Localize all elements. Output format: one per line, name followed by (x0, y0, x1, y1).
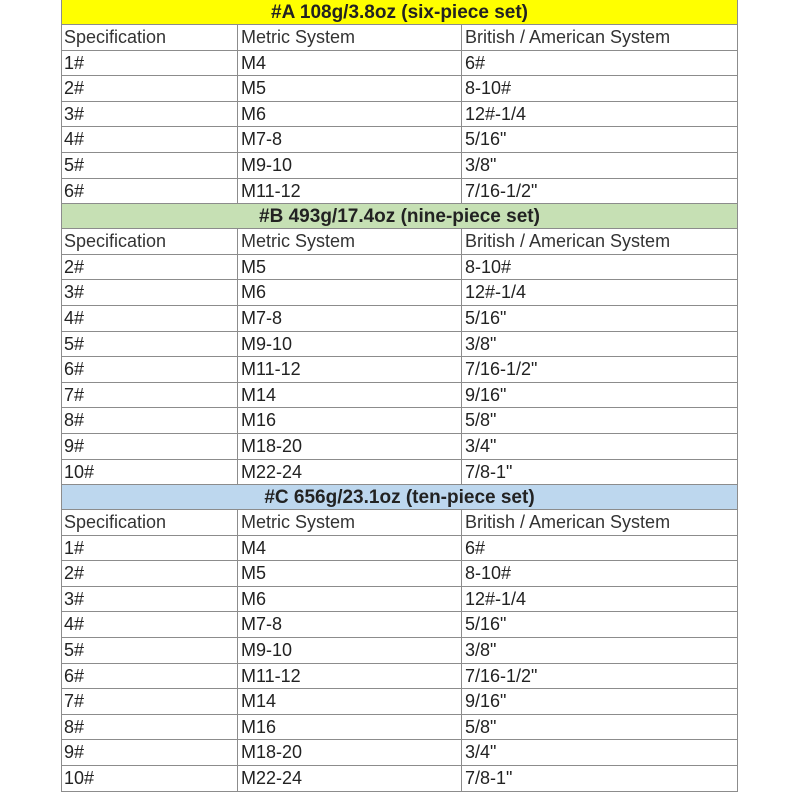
section-header: #A 108g/3.8oz (six-piece set) (62, 0, 737, 25)
spec-cell: 7# (62, 689, 238, 714)
spec-cell: 6# (62, 179, 238, 204)
metric-cell: M4 (238, 51, 462, 76)
table-row (62, 306, 737, 332)
section-header: #C 656g/23.1oz (ten-piece set) (62, 485, 737, 510)
table-row (62, 460, 737, 486)
table-row (62, 434, 737, 460)
table-row (62, 740, 737, 766)
table-row (62, 536, 737, 562)
metric-cell: M6 (238, 587, 462, 612)
metric-cell: M22-24 (238, 460, 462, 485)
spec-cell: 6# (62, 357, 238, 382)
size-spec-table (61, 0, 738, 792)
imperial-cell: 7/8-1" (465, 768, 513, 789)
metric-cell: M9-10 (238, 332, 462, 357)
metric-cell: M5 (238, 561, 462, 586)
spec-cell: 2# (62, 76, 238, 101)
column-header-row (62, 229, 737, 255)
column-header: Metric System (238, 229, 462, 254)
spec-cell: 10# (62, 460, 238, 485)
imperial-cell: 9/16" (465, 691, 507, 712)
spec-cell: 1# (62, 536, 238, 561)
metric-cell: M4 (238, 536, 462, 561)
spec-cell: 3# (62, 102, 238, 127)
table-row (62, 612, 737, 638)
table-row (62, 715, 737, 741)
table-row (62, 127, 737, 153)
column-header: British / American System (465, 231, 671, 252)
metric-cell: M6 (238, 280, 462, 305)
metric-cell: M9-10 (238, 638, 462, 663)
imperial-cell: 12#-1/4 (465, 588, 527, 609)
spec-cell: 9# (62, 740, 238, 765)
spec-cell: 2# (62, 561, 238, 586)
imperial-cell: 3/4" (465, 435, 497, 456)
imperial-cell: 8-10# (465, 256, 512, 277)
spec-cell: 8# (62, 408, 238, 433)
imperial-cell: 5/16" (465, 129, 507, 150)
table-row (62, 587, 737, 613)
imperial-cell: 7/16-1/2" (465, 180, 538, 201)
spec-cell: 4# (62, 306, 238, 331)
imperial-cell: 3/8" (465, 154, 497, 175)
metric-cell: M7-8 (238, 306, 462, 331)
imperial-cell: 5/16" (465, 307, 507, 328)
column-header-row (62, 510, 737, 536)
imperial-cell: 5/8" (465, 716, 497, 737)
column-header: Specification (62, 510, 238, 535)
table-row (62, 766, 737, 792)
spec-cell: 3# (62, 587, 238, 612)
spec-cell: 9# (62, 434, 238, 459)
table-row (62, 280, 737, 306)
table-row (62, 408, 737, 434)
metric-cell: M18-20 (238, 740, 462, 765)
imperial-cell: 5/16" (465, 614, 507, 635)
column-header: Metric System (238, 25, 462, 50)
imperial-cell: 3/4" (465, 742, 497, 763)
table-row (62, 179, 737, 205)
table-row (62, 102, 737, 128)
metric-cell: M18-20 (238, 434, 462, 459)
spec-cell: 7# (62, 383, 238, 408)
column-header: British / American System (465, 27, 671, 47)
spec-cell: 2# (62, 255, 238, 280)
metric-cell: M7-8 (238, 127, 462, 152)
section-header: #B 493g/17.4oz (nine-piece set) (62, 204, 737, 229)
spec-cell: 1# (62, 51, 238, 76)
column-header: Metric System (238, 510, 462, 535)
metric-cell: M7-8 (238, 612, 462, 637)
imperial-cell: 12#-1/4 (465, 103, 527, 124)
table-row (62, 383, 737, 409)
imperial-cell: 6# (465, 537, 486, 558)
table-row (62, 689, 737, 715)
imperial-cell: 8-10# (465, 563, 512, 584)
imperial-cell: 3/8" (465, 333, 497, 354)
metric-cell: M6 (238, 102, 462, 127)
spec-cell: 4# (62, 612, 238, 637)
metric-cell: M5 (238, 76, 462, 101)
table-row (62, 153, 737, 179)
table-row (62, 76, 737, 102)
imperial-cell: 9/16" (465, 384, 507, 405)
metric-cell: M16 (238, 715, 462, 740)
metric-cell: M14 (238, 689, 462, 714)
table-row (62, 332, 737, 358)
table-row (62, 664, 737, 690)
metric-cell: M11-12 (238, 357, 462, 382)
imperial-cell: 6# (465, 52, 486, 73)
column-header: Specification (62, 25, 238, 50)
spec-cell: 10# (62, 766, 238, 791)
imperial-cell: 5/8" (465, 410, 497, 431)
column-header: Specification (62, 229, 238, 254)
spec-cell: 6# (62, 664, 238, 689)
metric-cell: M22-24 (238, 766, 462, 791)
spec-cell: 8# (62, 715, 238, 740)
spec-cell: 5# (62, 638, 238, 663)
metric-cell: M16 (238, 408, 462, 433)
imperial-cell: 3/8" (465, 640, 497, 661)
metric-cell: M14 (238, 383, 462, 408)
spec-cell: 4# (62, 127, 238, 152)
table-row (62, 255, 737, 281)
metric-cell: M11-12 (238, 664, 462, 689)
spec-cell: 3# (62, 280, 238, 305)
imperial-cell: 7/8-1" (465, 461, 513, 482)
imperial-cell: 7/16-1/2" (465, 665, 538, 686)
imperial-cell: 12#-1/4 (465, 282, 527, 303)
column-header-row (62, 25, 737, 51)
metric-cell: M5 (238, 255, 462, 280)
table-row (62, 638, 737, 664)
table-row (62, 561, 737, 587)
spec-cell: 5# (62, 332, 238, 357)
column-header: British / American System (465, 512, 671, 533)
metric-cell: M11-12 (238, 179, 462, 204)
imperial-cell: 7/16-1/2" (465, 359, 538, 380)
imperial-cell: 8-10# (465, 78, 512, 99)
table-row (62, 51, 737, 77)
table-row (62, 357, 737, 383)
metric-cell: M9-10 (238, 153, 462, 178)
spec-cell: 5# (62, 153, 238, 178)
